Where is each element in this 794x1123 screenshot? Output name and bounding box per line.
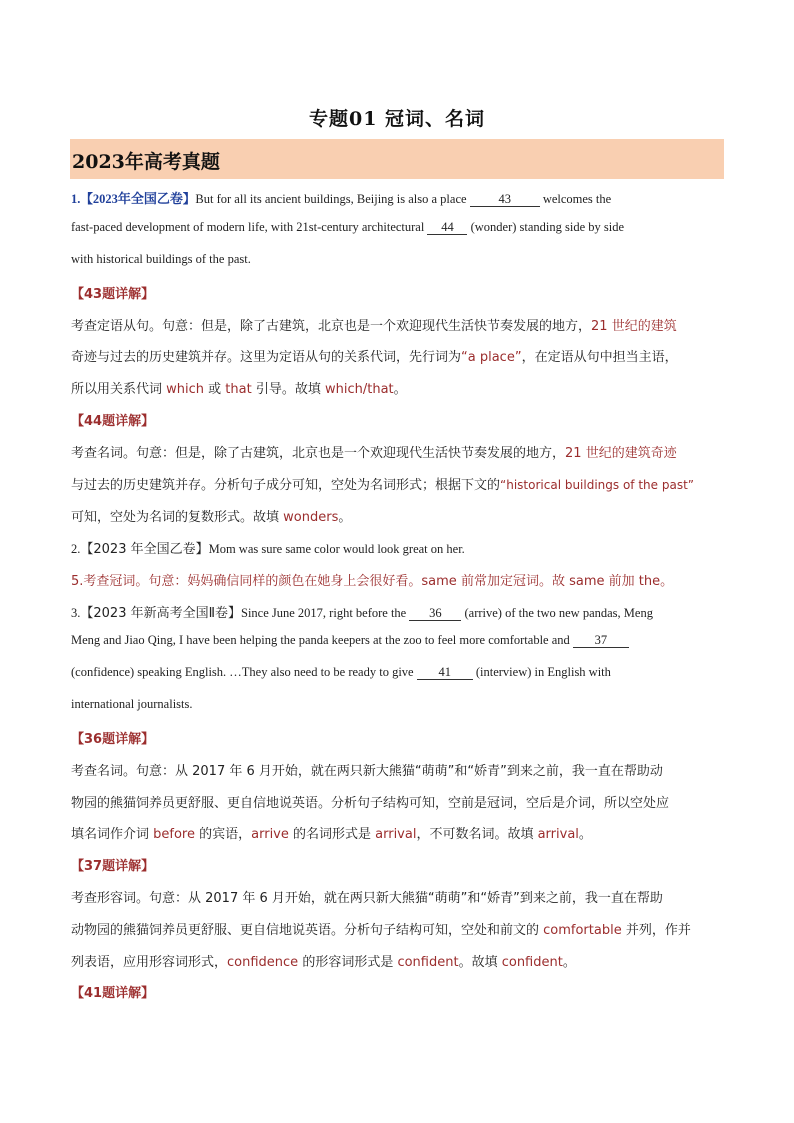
a36-answer: arrival	[537, 827, 579, 842]
a37-text: 考查形容词。句意：从 2017 年 6 月开始，就在两只新大熊猫“萌萌”和“娇青”到来之前，我一直在帮助	[71, 891, 663, 906]
a36-header-line	[71, 728, 154, 747]
a43-text: 引导。故填	[255, 382, 321, 397]
a37-text: 并列，作并	[621, 923, 691, 938]
q2-answer-text: 。	[660, 574, 674, 589]
a44-header: 【44题详解】	[71, 414, 155, 429]
q3-text: Meng and Jiao Qing, I have been helping the panda keepers at the zoo to feel more comfortable and	[71, 633, 573, 647]
a36-text: 填名词作介词	[71, 827, 150, 842]
a36-highlight: arrive	[251, 827, 289, 842]
q2-answer-text: same	[421, 574, 457, 589]
a43-highlight: which	[162, 382, 209, 397]
a36-text: 物园的熊猫饲养员更舒服、更自信地说英语。分析句子结构可知，空前是冠词，空后是介词，所以空处应	[71, 796, 670, 811]
a43-header-line	[71, 283, 154, 302]
a37-line-1	[71, 887, 663, 906]
q1-number: 1.	[71, 192, 81, 206]
a44-line-1	[71, 442, 677, 461]
q1-line-2	[71, 220, 624, 235]
a43-answer: which/that	[320, 382, 394, 397]
a37-highlight: confident	[397, 955, 459, 970]
a37-text: 列表语，应用形容词形式，	[71, 955, 228, 970]
q2-text: Mom was sure same color would look great on her.	[208, 542, 465, 556]
q1-text-4: (wonder) standing side by side	[467, 220, 625, 234]
q2-answer-text: same	[569, 574, 605, 589]
q2-answer-text: 前加	[604, 574, 639, 589]
q1-blank-43: 43	[470, 192, 540, 207]
q3-text: (confidence) speaking English. …They also need to be ready to give	[71, 665, 417, 679]
a37-header: 【37题详解】	[71, 859, 155, 874]
q1-text-1: But for all its ancient buildings, Beijing is also a place	[195, 192, 470, 206]
a43-highlight: “a place”	[461, 350, 522, 365]
a36-text: 的名词形式是	[288, 827, 376, 842]
a36-text: ，不可数名词。故填	[416, 827, 538, 842]
a44-text: 考查名词。句意：但是，除了古建筑，北京也是一个欢迎现代生活快节奏发展的地方，	[71, 446, 566, 461]
q2-answer: the	[638, 574, 661, 589]
q2-answer-line	[71, 570, 673, 589]
a43-highlight: that	[221, 382, 256, 397]
a43-text: 。	[393, 382, 407, 397]
a37-text: 。	[562, 955, 576, 970]
a43-text: 所以用关系代词	[71, 382, 163, 397]
q3-blank-36: 36	[409, 606, 461, 621]
a43-header: 【43题详解】	[71, 287, 155, 302]
a44-line-3	[71, 506, 351, 525]
a43-text: 或	[208, 382, 222, 397]
a43-line-3	[71, 378, 407, 397]
q2-answer-text: 5.考查冠词。句意：妈妈确信同样的颜色在她身上会很好看。	[71, 574, 422, 589]
q3-line-3	[71, 665, 611, 680]
section-banner	[70, 139, 724, 179]
a41-header-line	[71, 982, 154, 1001]
a43-text: ，在定语从句中担当主语，	[521, 350, 678, 365]
q3-source: 【2023 年新高考全国Ⅱ卷】	[80, 606, 241, 621]
a36-text: 考查名词。句意：从 2017 年 6 月开始，就在两只新大熊猫“萌萌”和“娇青”到来之前，我一直在帮助动	[71, 764, 663, 779]
a44-line-2	[71, 474, 694, 493]
q3-line-2	[71, 633, 629, 648]
a36-line-3	[71, 823, 592, 842]
a44-answer: wonders	[279, 510, 339, 525]
q3-text: (arrive) of the two new pandas, Meng	[461, 606, 653, 620]
q2-answer-text: 前常加定冠词。故	[456, 574, 570, 589]
a37-line-2	[71, 919, 691, 938]
q1-blank-44: 44	[427, 220, 467, 235]
a41-header: 【41题详解】	[71, 986, 155, 1001]
a36-highlight: arrival	[375, 827, 417, 842]
a44-header-line	[71, 410, 154, 429]
q1-line-3	[71, 252, 251, 267]
a37-highlight: confidence	[227, 955, 299, 970]
a44-highlight: “historical buildings of the past”	[500, 478, 695, 492]
a44-text: 可知，空处为名词的复数形式。故填	[71, 510, 280, 525]
a43-highlight: 21 世纪的建筑	[591, 319, 677, 334]
a36-highlight: before	[149, 827, 200, 842]
a37-text: 。故填	[458, 955, 502, 970]
q3-text: international journalists.	[71, 697, 193, 711]
q2-number: 2.	[71, 542, 81, 556]
a44-highlight: 21 世纪的建筑奇迹	[565, 446, 677, 461]
q3-line-4	[71, 697, 193, 712]
a44-text: 与过去的历史建筑并存。分析句子成分可知，空处为名词形式；根据下文的	[71, 478, 501, 493]
q3-blank-37: 37	[573, 633, 629, 648]
a36-line-2	[71, 792, 669, 811]
a37-line-3	[71, 951, 576, 970]
page-title: 专题01 冠词、名词	[308, 108, 486, 130]
a37-answer: confident	[501, 955, 563, 970]
a36-header: 【36题详解】	[71, 732, 155, 747]
q3-text: (interview) in English with	[472, 665, 611, 679]
q3-blank-41: 41	[417, 665, 473, 680]
a36-text: 的宾语，	[199, 827, 252, 842]
a36-text: 。	[578, 827, 592, 842]
a36-line-1	[71, 760, 663, 779]
q3-line-1	[71, 602, 653, 621]
a37-header-line	[71, 855, 154, 874]
q2-line	[71, 538, 465, 557]
section-title: 2023年高考真题	[72, 151, 220, 173]
a37-highlight: comfortable	[543, 923, 622, 938]
a43-line-2	[71, 346, 678, 365]
q1-source: 年全国乙卷	[117, 192, 183, 207]
q2-source: 【2023 年全国乙卷】	[80, 542, 209, 557]
a43-text: 考查定语从句。句意：但是，除了古建筑，北京也是一个欢迎现代生活快节奏发展的地方，	[71, 319, 592, 334]
q1-text-2: welcomes the	[539, 192, 612, 206]
q1-text-3: fast-paced development of modern life, with 21st-century architectural	[71, 220, 428, 234]
a43-line-1	[71, 315, 677, 334]
q1-line-1	[71, 188, 611, 207]
q1-text-5: with historical buildings of the past.	[71, 252, 251, 266]
a37-text: 的形容词形式是	[298, 955, 398, 970]
q1-year: 2023	[92, 192, 118, 206]
q1-bracket-close: 】	[182, 192, 196, 206]
q1-bracket-open: 【	[80, 192, 93, 206]
a43-text: 奇迹与过去的历史建筑并存。这里为定语从句的关系代词，先行词为	[71, 350, 462, 365]
q3-text: Since June 2017, right before the	[241, 606, 410, 620]
a37-text: 动物园的熊猫饲养员更舒服、更自信地说英语。分析句子结构可知，空处和前文的	[71, 923, 544, 938]
a44-text: 。	[338, 510, 352, 525]
q3-number: 3.	[71, 606, 81, 620]
